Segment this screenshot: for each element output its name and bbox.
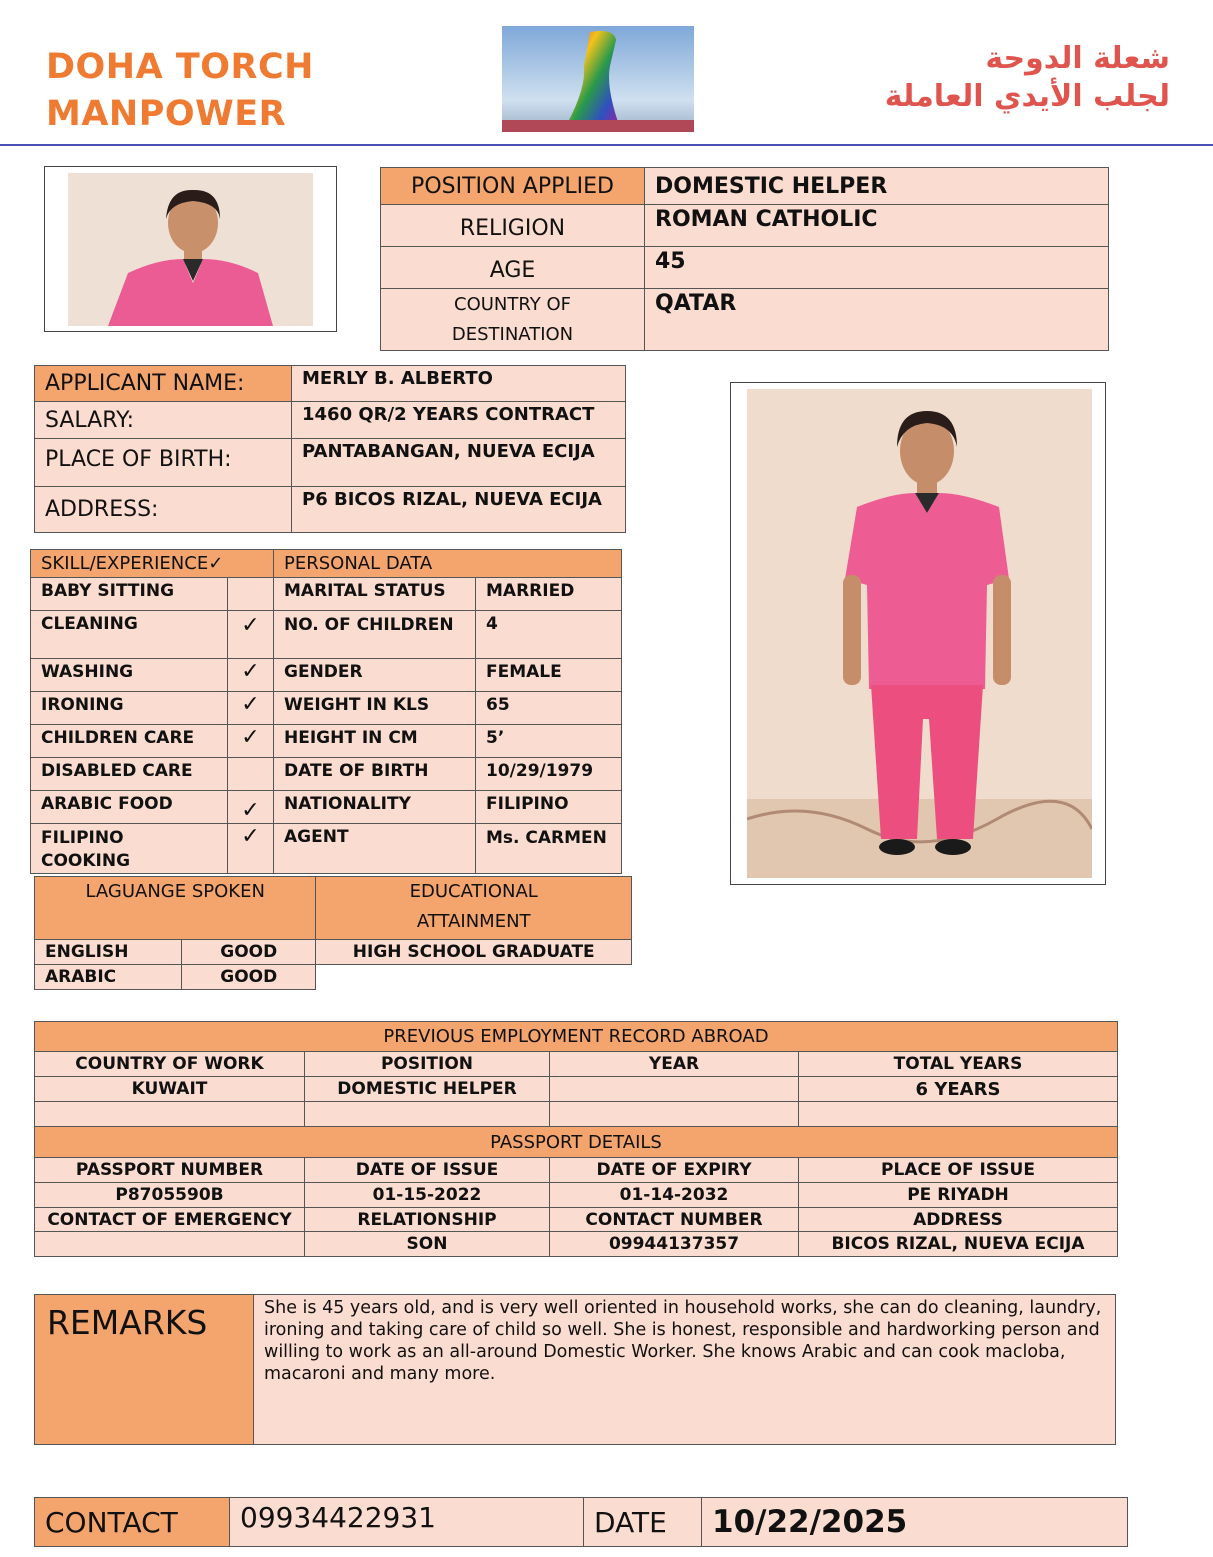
date-label: DATE: [584, 1498, 702, 1547]
table-row: [35, 366, 626, 402]
table-row: [35, 1498, 1128, 1547]
skill-label: FILIPINO COOKING: [31, 824, 228, 874]
education-header: EDUCATIONAL ATTAINMENT: [316, 877, 632, 940]
table-row: [35, 965, 632, 990]
empty-cell: [316, 965, 632, 990]
religion-value: ROMAN CATHOLIC: [645, 205, 1109, 247]
language-header: LAGUANGE SPOKEN: [35, 877, 316, 940]
full-body-photo: [730, 382, 1106, 885]
table-row: [35, 1295, 1116, 1445]
language-education-table: [34, 876, 632, 990]
personal-label: NATIONALITY: [274, 791, 476, 824]
personal-label: GENDER: [274, 659, 476, 692]
language-level: GOOD: [182, 965, 316, 990]
skill-label: DISABLED CARE: [31, 758, 228, 791]
position-table: [380, 167, 1109, 351]
personal-value: FEMALE: [476, 659, 622, 692]
check-icon: ✓: [228, 824, 274, 874]
age-label: AGE: [381, 247, 645, 289]
check-icon: ✓: [228, 659, 274, 692]
table-row: [35, 1127, 1118, 1158]
employment-title: PREVIOUS EMPLOYMENT RECORD ABROAD: [35, 1022, 1118, 1052]
table-row: [35, 487, 626, 533]
salary-label: SALARY:: [35, 402, 292, 439]
column-header: POSITION: [305, 1052, 550, 1077]
empty-cell: [550, 1102, 799, 1127]
applicant-name-label: APPLICANT NAME:: [35, 366, 292, 402]
skill-label: CHILDREN CARE: [31, 725, 228, 758]
passport-title: PASSPORT DETAILS: [35, 1127, 1118, 1158]
emergency-number: 09944137357: [550, 1232, 799, 1257]
language-level: GOOD: [182, 940, 316, 965]
personal-label: MARITAL STATUS: [274, 578, 476, 611]
column-header: CONTACT OF EMERGENCY: [35, 1208, 305, 1232]
personal-label: NO. OF CHILDREN: [274, 611, 476, 659]
table-row: [381, 205, 1109, 247]
applicant-table: [34, 365, 626, 533]
column-header: PASSPORT NUMBER: [35, 1158, 305, 1183]
check-icon: [228, 758, 274, 791]
check-icon: ✓: [228, 611, 274, 659]
applicant-name-value: MERLY B. ALBERTO: [292, 366, 626, 402]
table-row: [31, 824, 622, 874]
language-name: ARABIC: [35, 965, 182, 990]
column-header: COUNTRY OF WORK: [35, 1052, 305, 1077]
address-label: ADDRESS:: [35, 487, 292, 533]
employment-passport-table: [34, 1021, 1118, 1257]
arabic-brand-name: شعلة الدوحة لجلب الأيدي العاملة: [884, 41, 1170, 114]
table-row: [381, 247, 1109, 289]
column-header: YEAR: [550, 1052, 799, 1077]
column-header: RELATIONSHIP: [305, 1208, 550, 1232]
table-row: [35, 1052, 1118, 1077]
personal-label: WEIGHT IN KLS: [274, 692, 476, 725]
personal-label: AGENT: [274, 824, 476, 874]
check-icon: [228, 578, 274, 611]
remarks-text: She is 45 years old, and is very well oriented in household works, she can do cleaning, laundry, ironing and taking care of child so well. She is honest, responsible and hardworking person and willing to work as an all-around Domestic Worker. She knows Arabic and can cook macloba, macaroni and many more.: [254, 1295, 1116, 1445]
emergency-contact: [35, 1232, 305, 1257]
birthplace-value: PANTABANGAN, NUEVA ECIJA: [292, 439, 626, 487]
column-header: DATE OF ISSUE: [305, 1158, 550, 1183]
header-divider: [0, 144, 1213, 146]
passport-issue-date: 01-15-2022: [305, 1183, 550, 1208]
passport-number: P8705590B: [35, 1183, 305, 1208]
skill-label: BABY SITTING: [31, 578, 228, 611]
column-header: TOTAL YEARS: [799, 1052, 1118, 1077]
check-icon: ✓: [228, 692, 274, 725]
remarks-table: [34, 1294, 1116, 1445]
personal-label: DATE OF BIRTH: [274, 758, 476, 791]
table-row: [31, 791, 622, 824]
skill-label: WASHING: [31, 659, 228, 692]
table-row: [35, 1102, 1118, 1127]
table-row: [35, 402, 626, 439]
table-row: [35, 1022, 1118, 1052]
passport-expiry-date: 01-14-2032: [550, 1183, 799, 1208]
contact-value: 09934422931: [230, 1498, 584, 1547]
birthplace-label: PLACE OF BIRTH:: [35, 439, 292, 487]
age-value: 45: [645, 247, 1109, 289]
table-row: [35, 1158, 1118, 1183]
table-row: [35, 439, 626, 487]
personal-value: MARRIED: [476, 578, 622, 611]
table-row: [35, 1232, 1118, 1257]
contact-label: CONTACT: [35, 1498, 230, 1547]
religion-label: RELIGION: [381, 205, 645, 247]
employment-country: KUWAIT: [35, 1077, 305, 1102]
personal-label: HEIGHT IN CM: [274, 725, 476, 758]
table-row: [381, 168, 1109, 205]
personal-value: Ms. CARMEN: [476, 824, 622, 874]
column-header: DATE OF EXPIRY: [550, 1158, 799, 1183]
person-full-body-icon: [747, 389, 1092, 878]
table-row: [35, 1208, 1118, 1232]
employment-total: 6 YEARS: [799, 1077, 1118, 1102]
emergency-address: BICOS RIZAL, NUEVA ECIJA: [799, 1232, 1118, 1257]
employment-year: [550, 1077, 799, 1102]
check-icon: ✓: [228, 791, 274, 824]
empty-cell: [35, 1102, 305, 1127]
personal-value: 10/29/1979: [476, 758, 622, 791]
personal-value: 65: [476, 692, 622, 725]
personal-value: 5’: [476, 725, 622, 758]
personal-value: 4: [476, 611, 622, 659]
personal-value: FILIPINO: [476, 791, 622, 824]
table-row: [31, 550, 622, 578]
torch-logo: [502, 26, 694, 132]
emergency-relationship: SON: [305, 1232, 550, 1257]
table-row: [35, 940, 632, 965]
language-name: ENGLISH: [35, 940, 182, 965]
salary-value: 1460 QR/2 YEARS CONTRACT: [292, 402, 626, 439]
remarks-label: REMARKS: [35, 1295, 254, 1445]
check-icon: ✓: [228, 725, 274, 758]
skills-personal-table: [30, 549, 622, 874]
address-value: P6 BICOS RIZAL, NUEVA ECIJA: [292, 487, 626, 533]
empty-cell: [305, 1102, 550, 1127]
skills-header: SKILL/EXPERIENCE✓: [31, 550, 274, 578]
position-label: POSITION APPLIED: [381, 168, 645, 205]
portrait-photo: [44, 166, 337, 332]
table-row: [31, 758, 622, 791]
skill-label: CLEANING: [31, 611, 228, 659]
table-row: [381, 289, 1109, 351]
destination-value: QATAR: [645, 289, 1109, 351]
check-icon: ✓: [208, 553, 224, 574]
table-row: [35, 1077, 1118, 1102]
skill-label: IRONING: [31, 692, 228, 725]
education-value: HIGH SCHOOL GRADUATE: [316, 940, 632, 965]
column-header: ADDRESS: [799, 1208, 1118, 1232]
date-value: 10/22/2025: [702, 1498, 1128, 1547]
table-row: [35, 877, 632, 940]
brand-name: DOHA TORCH MANPOWER: [46, 47, 314, 134]
table-row: [31, 659, 622, 692]
torch-tower-icon: [502, 26, 694, 132]
personal-header: PERSONAL DATA: [274, 550, 622, 578]
table-row: [31, 692, 622, 725]
column-header: CONTACT NUMBER: [550, 1208, 799, 1232]
employment-position: DOMESTIC HELPER: [305, 1077, 550, 1102]
passport-place: PE RIYADH: [799, 1183, 1118, 1208]
table-row: [31, 578, 622, 611]
destination-label: COUNTRY OF DESTINATION: [381, 289, 645, 351]
column-header: PLACE OF ISSUE: [799, 1158, 1118, 1183]
person-portrait-icon: [68, 173, 313, 326]
table-row: [31, 611, 622, 659]
empty-cell: [799, 1102, 1118, 1127]
skill-label: ARABIC FOOD: [31, 791, 228, 824]
table-row: [31, 725, 622, 758]
table-row: [35, 1183, 1118, 1208]
footer-table: [34, 1497, 1128, 1547]
position-value: DOMESTIC HELPER: [645, 168, 1109, 205]
